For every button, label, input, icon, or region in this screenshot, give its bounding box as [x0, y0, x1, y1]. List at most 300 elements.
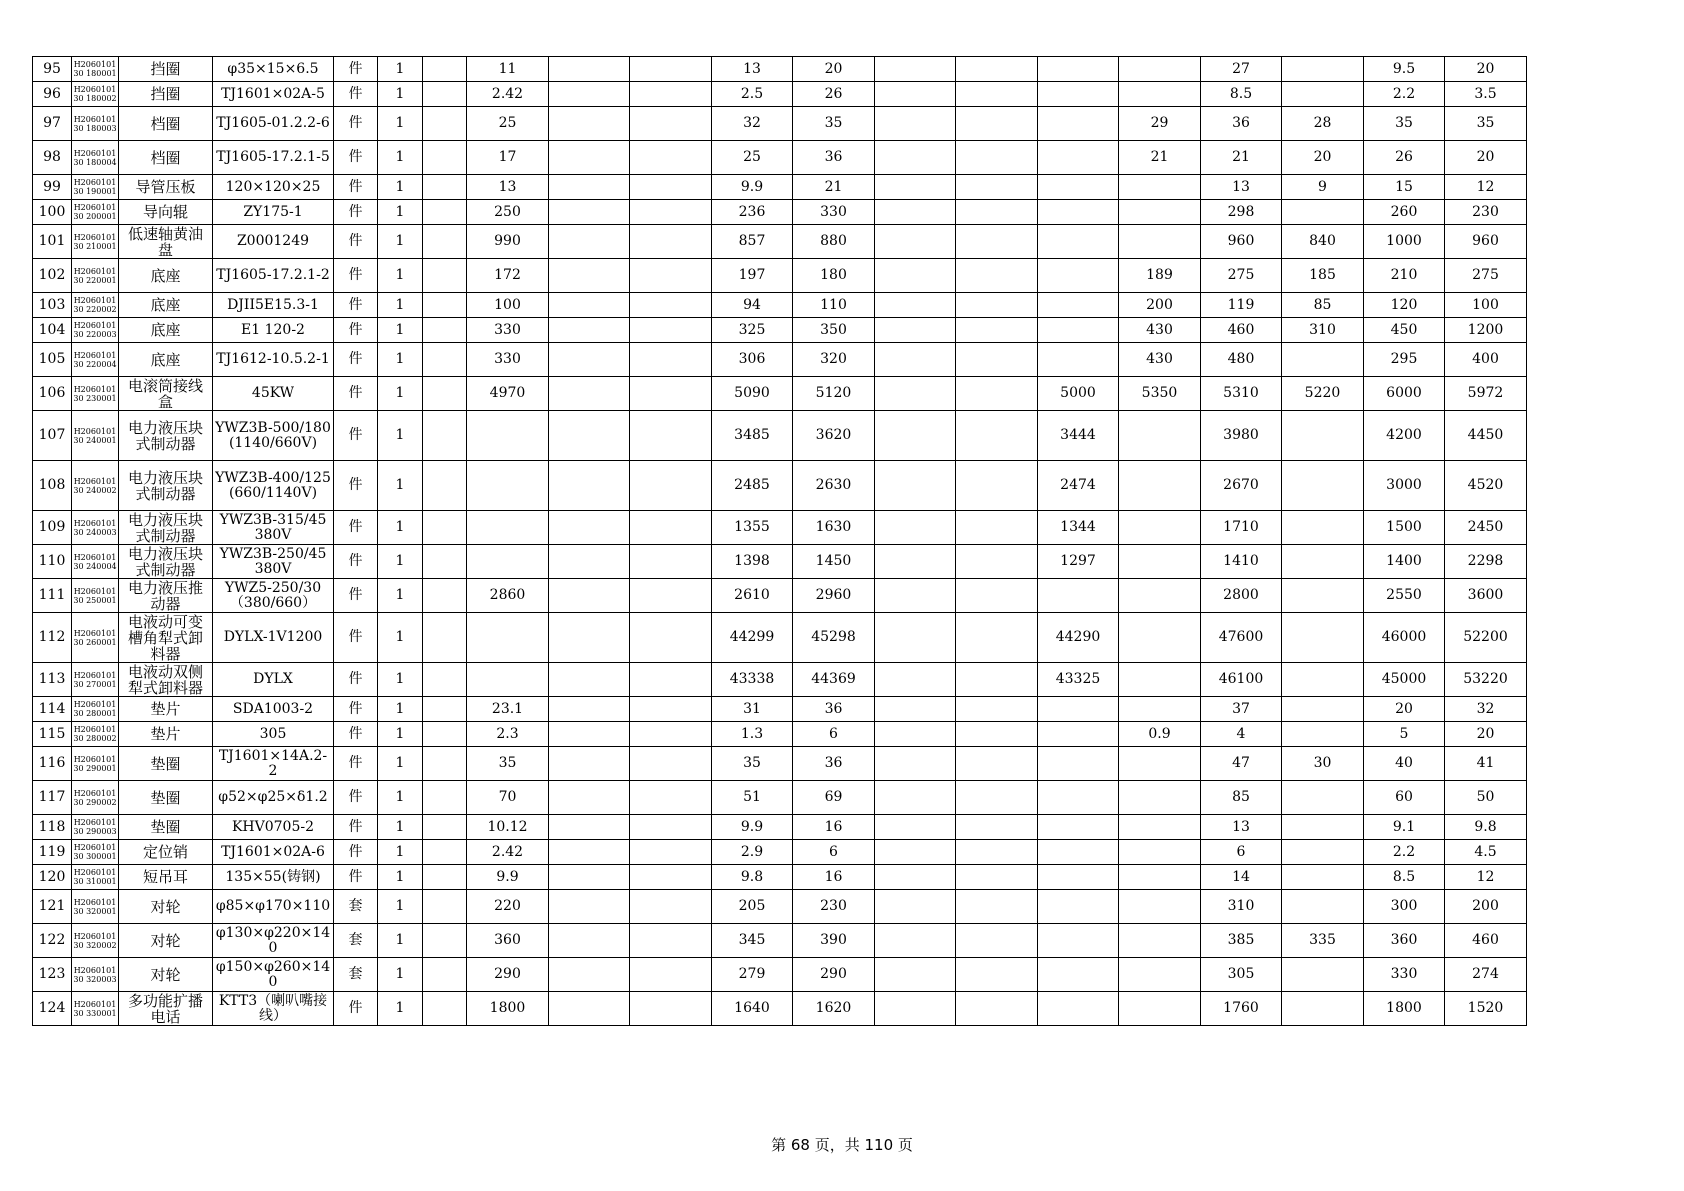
price-cell [1038, 579, 1119, 613]
row-number-cell: 122 [33, 924, 72, 958]
quantity-cell: 1 [378, 82, 423, 107]
price-cell [423, 107, 467, 141]
price-cell: 1520 [1445, 992, 1527, 1026]
price-cell: 230 [1445, 200, 1527, 225]
quantity-cell: 1 [378, 200, 423, 225]
item-code-cell: H206010130 320001 [72, 890, 119, 924]
item-name-cell: 多功能扩播电话 [119, 992, 213, 1026]
price-cell [1119, 579, 1201, 613]
price-cell: 6 [793, 722, 875, 747]
unit-cell: 件 [334, 663, 378, 697]
price-cell: 305 [1201, 958, 1282, 992]
price-cell [467, 663, 549, 697]
unit-cell: 件 [334, 781, 378, 815]
price-cell [423, 545, 467, 579]
price-cell [1282, 697, 1364, 722]
price-cell: 5310 [1201, 377, 1282, 411]
unit-cell: 件 [334, 411, 378, 461]
price-cell: 36 [793, 141, 875, 175]
price-cell [875, 57, 956, 82]
price-cell: 1620 [793, 992, 875, 1026]
price-cell [630, 511, 712, 545]
unit-cell: 件 [334, 815, 378, 840]
unit-cell: 套 [334, 924, 378, 958]
price-cell: 4970 [467, 377, 549, 411]
price-cell: 85 [1201, 781, 1282, 815]
row-number-cell: 98 [33, 141, 72, 175]
item-code-cell: H206010130 320002 [72, 924, 119, 958]
item-spec-cell: φ35×15×6.5 [213, 57, 334, 82]
price-cell: 26 [1364, 141, 1445, 175]
price-cell [875, 663, 956, 697]
price-cell [1038, 958, 1119, 992]
price-cell [549, 579, 630, 613]
table-row [33, 781, 1527, 815]
price-cell: 1710 [1201, 511, 1282, 545]
price-cell: 2.3 [467, 722, 549, 747]
item-name-cell: 垫片 [119, 722, 213, 747]
price-cell: 36 [793, 697, 875, 722]
item-spec-cell: TJ1601×02A-6 [213, 840, 334, 865]
item-code-cell: H206010130 270001 [72, 663, 119, 697]
price-cell: 47 [1201, 747, 1282, 781]
price-cell: 5 [1364, 722, 1445, 747]
price-cell [1119, 924, 1201, 958]
price-cell: 1640 [712, 992, 793, 1026]
row-number-cell: 102 [33, 259, 72, 293]
price-cell: 44369 [793, 663, 875, 697]
price-cell [630, 225, 712, 259]
row-number-cell: 99 [33, 175, 72, 200]
item-code-cell: H206010130 230001 [72, 377, 119, 411]
table-row [33, 57, 1527, 82]
price-cell: 3000 [1364, 461, 1445, 511]
price-cell: 2.42 [467, 82, 549, 107]
price-cell: 2670 [1201, 461, 1282, 511]
row-number-cell: 100 [33, 200, 72, 225]
price-cell: 25 [467, 107, 549, 141]
price-cell: 46000 [1364, 613, 1445, 663]
item-name-cell: 电力液压块式制动器 [119, 411, 213, 461]
price-cell: 13 [1201, 815, 1282, 840]
price-cell [630, 747, 712, 781]
price-cell: 310 [1201, 890, 1282, 924]
price-cell [956, 57, 1038, 82]
price-cell [549, 318, 630, 343]
price-cell: 360 [467, 924, 549, 958]
price-cell [956, 461, 1038, 511]
table-row [33, 663, 1527, 697]
price-cell [630, 293, 712, 318]
price-cell: 16 [793, 815, 875, 840]
price-cell [1119, 613, 1201, 663]
price-cell [1038, 890, 1119, 924]
price-cell: 197 [712, 259, 793, 293]
quantity-cell: 1 [378, 747, 423, 781]
price-cell: 185 [1282, 259, 1364, 293]
price-cell [423, 958, 467, 992]
price-cell [875, 82, 956, 107]
price-cell: 29 [1119, 107, 1201, 141]
price-cell: 430 [1119, 343, 1201, 377]
price-cell: 36 [793, 747, 875, 781]
price-cell [956, 200, 1038, 225]
price-cell [956, 82, 1038, 107]
price-cell [956, 663, 1038, 697]
price-cell: 43338 [712, 663, 793, 697]
price-cell: 250 [467, 200, 549, 225]
quantity-cell: 1 [378, 890, 423, 924]
quantity-cell: 1 [378, 545, 423, 579]
price-cell [549, 663, 630, 697]
row-number-cell: 111 [33, 579, 72, 613]
price-cell: 1400 [1364, 545, 1445, 579]
item-code-cell: H206010130 330001 [72, 992, 119, 1026]
price-cell: 4200 [1364, 411, 1445, 461]
price-cell [630, 924, 712, 958]
price-cell: 1760 [1201, 992, 1282, 1026]
item-spec-cell: E1 120-2 [213, 318, 334, 343]
price-cell [1038, 781, 1119, 815]
item-name-cell: 导管压板 [119, 175, 213, 200]
price-cell [1119, 200, 1201, 225]
price-cell: 100 [1445, 293, 1527, 318]
price-cell [956, 225, 1038, 259]
row-number-cell: 105 [33, 343, 72, 377]
item-code-cell: H206010130 180002 [72, 82, 119, 107]
unit-cell: 件 [334, 141, 378, 175]
price-cell [875, 579, 956, 613]
price-cell: 3620 [793, 411, 875, 461]
price-cell: 12 [1445, 865, 1527, 890]
price-cell [549, 107, 630, 141]
price-cell [549, 840, 630, 865]
item-name-cell: 导向辊 [119, 200, 213, 225]
price-cell [956, 107, 1038, 141]
price-cell: 6 [793, 840, 875, 865]
price-cell [630, 107, 712, 141]
price-cell: 2.42 [467, 840, 549, 865]
price-cell: 1.3 [712, 722, 793, 747]
price-cell [423, 175, 467, 200]
price-cell: 100 [467, 293, 549, 318]
table-row [33, 141, 1527, 175]
price-cell [549, 865, 630, 890]
item-spec-cell: 135×55(铸钢) [213, 865, 334, 890]
price-cell [875, 293, 956, 318]
price-cell: 2.5 [712, 82, 793, 107]
price-cell [1038, 82, 1119, 107]
price-cell: 21 [1201, 141, 1282, 175]
quantity-cell: 1 [378, 461, 423, 511]
price-cell: 6 [1201, 840, 1282, 865]
price-cell: 2298 [1445, 545, 1527, 579]
item-name-cell: 电力液压块式制动器 [119, 545, 213, 579]
row-number-cell: 104 [33, 318, 72, 343]
table-row [33, 200, 1527, 225]
price-cell [875, 259, 956, 293]
row-number-cell: 124 [33, 992, 72, 1026]
price-cell: 20 [1445, 57, 1527, 82]
price-cell [630, 579, 712, 613]
price-cell: 2550 [1364, 579, 1445, 613]
price-cell [1119, 958, 1201, 992]
price-table [32, 56, 1527, 1026]
price-cell [423, 992, 467, 1026]
price-cell [630, 781, 712, 815]
unit-cell: 件 [334, 613, 378, 663]
item-spec-cell: φ52×φ25×δ1.2 [213, 781, 334, 815]
price-cell: 45298 [793, 613, 875, 663]
item-spec-cell: YWZ3B-500/180(1140/660V) [213, 411, 334, 461]
price-cell: 960 [1445, 225, 1527, 259]
price-cell: 1410 [1201, 545, 1282, 579]
item-spec-cell: YWZ5-250/30（380/660） [213, 579, 334, 613]
price-cell: 220 [467, 890, 549, 924]
price-cell [875, 318, 956, 343]
price-cell [549, 200, 630, 225]
price-cell [630, 840, 712, 865]
item-code-cell: H206010130 310001 [72, 865, 119, 890]
price-cell [956, 840, 1038, 865]
price-cell: 31 [712, 697, 793, 722]
quantity-cell: 1 [378, 141, 423, 175]
item-name-cell: 底座 [119, 343, 213, 377]
item-code-cell: H206010130 200001 [72, 200, 119, 225]
item-code-cell: H206010130 260001 [72, 613, 119, 663]
table-row [33, 865, 1527, 890]
price-cell: 205 [712, 890, 793, 924]
row-number-cell: 123 [33, 958, 72, 992]
price-cell [423, 343, 467, 377]
row-number-cell: 108 [33, 461, 72, 511]
item-code-cell: H206010130 280001 [72, 697, 119, 722]
price-cell [549, 57, 630, 82]
price-cell: 1398 [712, 545, 793, 579]
item-name-cell: 挡圈 [119, 82, 213, 107]
price-cell: 4450 [1445, 411, 1527, 461]
item-code-cell: H206010130 220002 [72, 293, 119, 318]
quantity-cell: 1 [378, 318, 423, 343]
quantity-cell: 1 [378, 613, 423, 663]
price-cell [1282, 343, 1364, 377]
price-cell: 290 [793, 958, 875, 992]
price-cell [549, 259, 630, 293]
table-row [33, 958, 1527, 992]
price-cell [549, 781, 630, 815]
price-cell [423, 865, 467, 890]
unit-cell: 件 [334, 992, 378, 1026]
price-cell [630, 411, 712, 461]
price-cell [1282, 865, 1364, 890]
unit-cell: 件 [334, 57, 378, 82]
price-cell [630, 613, 712, 663]
price-cell [1282, 815, 1364, 840]
item-code-cell: H206010130 290001 [72, 747, 119, 781]
price-cell [956, 865, 1038, 890]
item-spec-cell: TJ1612-10.5.2-1 [213, 343, 334, 377]
price-cell [423, 318, 467, 343]
price-cell [423, 200, 467, 225]
item-name-cell: 低速轴黄油盘 [119, 225, 213, 259]
item-code-cell: H206010130 220001 [72, 259, 119, 293]
quantity-cell: 1 [378, 107, 423, 141]
price-cell: 2.2 [1364, 840, 1445, 865]
price-cell [630, 259, 712, 293]
item-code-cell: H206010130 320003 [72, 958, 119, 992]
price-cell: 9.9 [467, 865, 549, 890]
price-cell: 9.8 [1445, 815, 1527, 840]
price-cell [1119, 411, 1201, 461]
price-cell [423, 293, 467, 318]
table-row [33, 411, 1527, 461]
price-cell [956, 343, 1038, 377]
row-number-cell: 96 [33, 82, 72, 107]
price-cell: 200 [1119, 293, 1201, 318]
price-cell: 210 [1364, 259, 1445, 293]
item-code-cell: H206010130 220004 [72, 343, 119, 377]
item-code-cell: H206010130 190001 [72, 175, 119, 200]
price-cell [956, 175, 1038, 200]
price-cell [1038, 840, 1119, 865]
price-cell [467, 411, 549, 461]
price-cell: 17 [467, 141, 549, 175]
price-cell [875, 225, 956, 259]
price-cell: 8.5 [1364, 865, 1445, 890]
table-row [33, 924, 1527, 958]
unit-cell: 件 [334, 865, 378, 890]
row-number-cell: 119 [33, 840, 72, 865]
item-code-cell: H206010130 210001 [72, 225, 119, 259]
item-spec-cell: DYLX-1V1200 [213, 613, 334, 663]
item-code-cell: H206010130 220003 [72, 318, 119, 343]
price-cell [1119, 697, 1201, 722]
table-row [33, 840, 1527, 865]
price-cell: 330 [793, 200, 875, 225]
item-spec-cell: YWZ3B-400/125(660/1140V) [213, 461, 334, 511]
item-spec-cell: TJ1605-17.2.1-5 [213, 141, 334, 175]
price-cell [423, 890, 467, 924]
price-cell [1119, 663, 1201, 697]
price-cell: 385 [1201, 924, 1282, 958]
price-cell: 15 [1364, 175, 1445, 200]
table-row [33, 461, 1527, 511]
price-cell [549, 613, 630, 663]
unit-cell: 件 [334, 200, 378, 225]
price-cell: 279 [712, 958, 793, 992]
price-cell [1119, 175, 1201, 200]
row-number-cell: 113 [33, 663, 72, 697]
price-cell [630, 545, 712, 579]
unit-cell: 件 [334, 259, 378, 293]
row-number-cell: 109 [33, 511, 72, 545]
table-row [33, 545, 1527, 579]
price-cell [1038, 747, 1119, 781]
table-row [33, 107, 1527, 141]
unit-cell: 件 [334, 511, 378, 545]
price-cell [875, 840, 956, 865]
price-cell: 325 [712, 318, 793, 343]
price-cell [1119, 890, 1201, 924]
table-row [33, 992, 1527, 1026]
item-spec-cell: 305 [213, 722, 334, 747]
item-code-cell: H206010130 240001 [72, 411, 119, 461]
price-cell: 172 [467, 259, 549, 293]
row-number-cell: 101 [33, 225, 72, 259]
table-row [33, 890, 1527, 924]
price-cell: 430 [1119, 318, 1201, 343]
price-cell [423, 663, 467, 697]
price-cell [1119, 225, 1201, 259]
price-cell [1282, 545, 1364, 579]
price-cell: 460 [1445, 924, 1527, 958]
price-cell [549, 343, 630, 377]
price-cell: 275 [1201, 259, 1282, 293]
price-cell: 2.2 [1364, 82, 1445, 107]
price-cell [423, 840, 467, 865]
price-cell [467, 511, 549, 545]
price-cell: 230 [793, 890, 875, 924]
price-cell [1038, 722, 1119, 747]
price-cell: 9.1 [1364, 815, 1445, 840]
price-cell: 275 [1445, 259, 1527, 293]
item-code-cell: H206010130 180001 [72, 57, 119, 82]
price-cell: 0.9 [1119, 722, 1201, 747]
quantity-cell: 1 [378, 840, 423, 865]
price-cell: 30 [1282, 747, 1364, 781]
price-cell [549, 545, 630, 579]
price-cell [875, 697, 956, 722]
unit-cell: 件 [334, 697, 378, 722]
row-number-cell: 106 [33, 377, 72, 411]
item-code-cell: H206010130 250001 [72, 579, 119, 613]
price-cell [1038, 924, 1119, 958]
quantity-cell: 1 [378, 411, 423, 461]
price-cell [875, 461, 956, 511]
price-cell [875, 747, 956, 781]
price-cell [423, 82, 467, 107]
price-cell: 35 [1445, 107, 1527, 141]
price-cell: 9 [1282, 175, 1364, 200]
unit-cell: 件 [334, 107, 378, 141]
price-cell [1119, 82, 1201, 107]
price-cell [549, 293, 630, 318]
price-cell: 25 [712, 141, 793, 175]
table-row [33, 259, 1527, 293]
row-number-cell: 97 [33, 107, 72, 141]
price-cell: 69 [793, 781, 875, 815]
unit-cell: 件 [334, 343, 378, 377]
price-cell [423, 815, 467, 840]
price-cell: 21 [793, 175, 875, 200]
price-cell: 306 [712, 343, 793, 377]
row-number-cell: 118 [33, 815, 72, 840]
price-cell [423, 781, 467, 815]
price-cell: 110 [793, 293, 875, 318]
table-row [33, 697, 1527, 722]
item-spec-cell: TJ1601×02A-5 [213, 82, 334, 107]
unit-cell: 件 [334, 461, 378, 511]
item-spec-cell: KHV0705-2 [213, 815, 334, 840]
price-cell [1282, 579, 1364, 613]
price-cell: 35 [793, 107, 875, 141]
price-cell [630, 663, 712, 697]
quantity-cell: 1 [378, 815, 423, 840]
price-cell [956, 293, 1038, 318]
price-cell [875, 815, 956, 840]
price-cell [875, 175, 956, 200]
item-spec-cell: TJ1605-01.2.2-6 [213, 107, 334, 141]
